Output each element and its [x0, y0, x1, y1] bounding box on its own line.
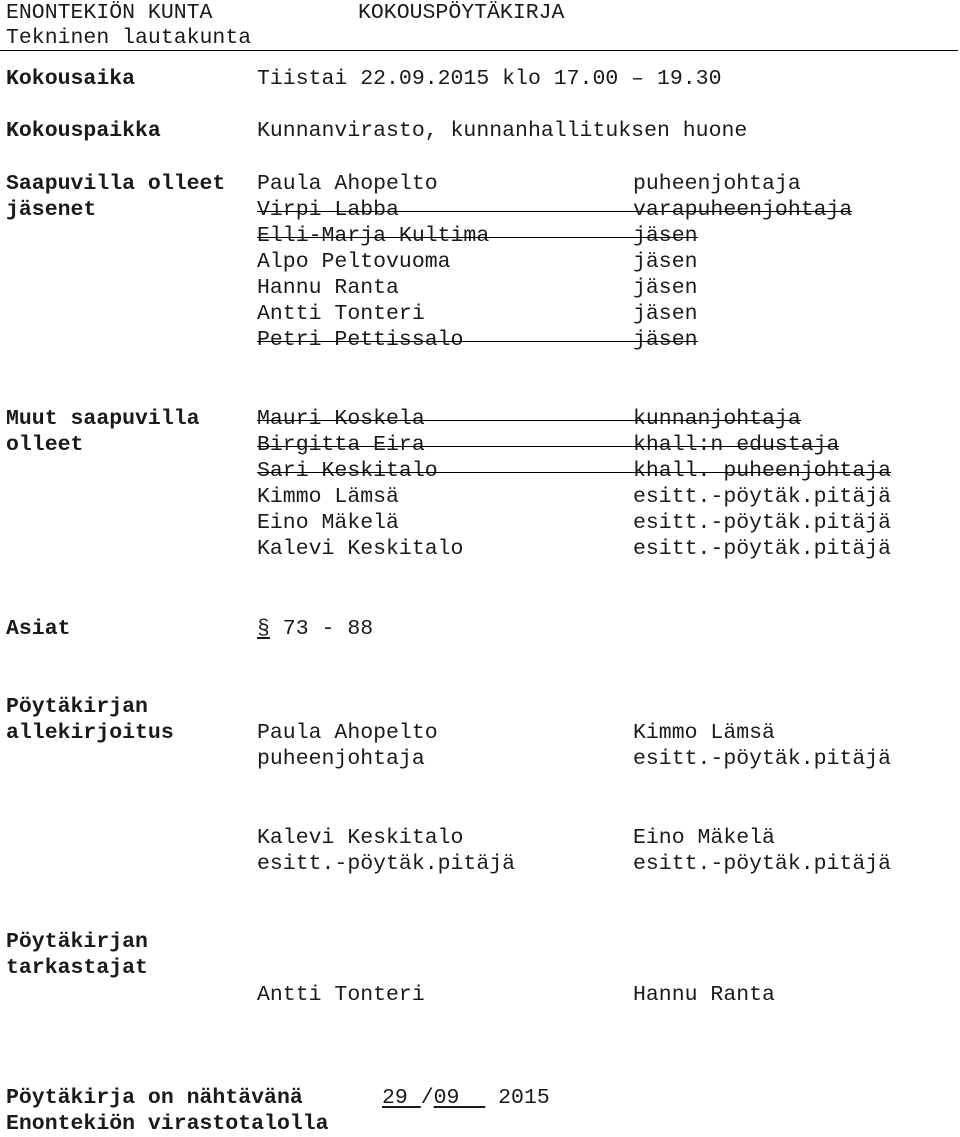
others-label-line1: Muut saapuvilla [6, 407, 200, 431]
attendee-name: Hannu Ranta [257, 276, 399, 300]
attendee-role: khall. puheenjohtaja [633, 459, 892, 483]
strikethrough-line [257, 472, 891, 473]
others-label-line2: olleet [6, 433, 84, 457]
attendee-role: esitt.-pöytäk.pitäjä [633, 485, 892, 509]
attendee-role: jäsen [633, 302, 698, 326]
strikethrough-line [257, 237, 698, 238]
attendee-role: esitt.-pöytäk.pitäjä [633, 511, 892, 535]
signatures-label-line1: Pöytäkirjan [6, 695, 148, 719]
attendee-name: Mauri Koskela [257, 407, 425, 431]
attendee-name: Eino Mäkelä [257, 511, 399, 535]
display-label-line2: Enontekiön virastotalolla [6, 1112, 329, 1136]
attendee-role: khall:n edustaja [633, 433, 840, 457]
signature-role: esitt.-pöytäk.pitäjä [633, 747, 892, 771]
attendee-name: Birgitta Eira [257, 433, 425, 457]
signature-name: Eino Mäkelä [633, 826, 775, 850]
signature-name: Kalevi Keskitalo [257, 826, 464, 850]
attendee-name: Elli-Marja Kultima [257, 224, 490, 248]
display-label-line1: Pöytäkirja on nähtävänä [6, 1086, 303, 1110]
attendee-name: Antti Tonteri [257, 302, 425, 326]
document-type: KOKOUSPÖYTÄKIRJA [358, 1, 565, 25]
attendee-role: puheenjohtaja [633, 172, 801, 196]
display-slash: / [420, 1086, 434, 1110]
attendee-role: esitt.-pöytäk.pitäjä [633, 537, 892, 561]
display-day: 29 [382, 1086, 421, 1110]
meeting-place-label: Kokouspaikka [6, 119, 161, 143]
matters-range [257, 616, 373, 642]
meeting-time-label: Kokousaika [6, 67, 136, 91]
attendee-name: Kimmo Lämsä [257, 485, 399, 509]
attendee-role: varapuheenjohtaja [633, 198, 853, 222]
strikethrough-line [257, 420, 801, 421]
matters-range-value: 73 - 88 [269, 617, 374, 641]
attendee-name: Paula Ahopelto [257, 172, 438, 196]
header-rule [0, 50, 958, 51]
members-label-line1: Saapuvilla olleet [6, 172, 226, 196]
attendee-role: kunnanjohtaja [633, 407, 801, 431]
section-symbol: § [257, 617, 270, 641]
attendee-name: Kalevi Keskitalo [257, 537, 464, 561]
reviewer-right: Hannu Ranta [633, 983, 775, 1007]
signature-role: esitt.-pöytäk.pitäjä [633, 852, 892, 876]
strikethrough-line [257, 341, 698, 342]
meeting-place-value: Kunnanvirasto, kunnanhallituksen huone [257, 119, 748, 143]
signatures-label-line2: allekirjoitus [6, 721, 174, 745]
attendee-name: Virpi Labba [257, 198, 399, 222]
signature-role: esitt.-pöytäk.pitäjä [257, 852, 516, 876]
meeting-time-value: Tiistai 22.09.2015 klo 17.00 – 19.30 [257, 67, 722, 91]
signature-name: Paula Ahopelto [257, 721, 438, 745]
display-year: 2015 [498, 1086, 550, 1110]
attendee-role: jäsen [633, 250, 698, 274]
reviewers-label-line2: tarkastajat [6, 956, 148, 980]
attendee-name: Sari Keskitalo [257, 459, 438, 483]
attendee-name: Petri Pettissalo [257, 328, 464, 352]
attendee-role: jäsen [633, 328, 698, 352]
attendee-name: Alpo Peltovuoma [257, 250, 451, 274]
reviewers-label-line1: Pöytäkirjan [6, 930, 148, 954]
strikethrough-line [257, 211, 852, 212]
reviewer-left: Antti Tonteri [257, 983, 425, 1007]
members-label-line2: jäsenet [6, 198, 97, 222]
committee-name: Tekninen lautakunta [6, 26, 252, 50]
attendee-role: jäsen [633, 276, 698, 300]
display-month: 09 [433, 1086, 486, 1110]
strikethrough-line [257, 446, 839, 447]
municipality-name: ENONTEKIÖN KUNTA [6, 1, 213, 25]
matters-label: Asiat [6, 617, 71, 641]
attendee-role: jäsen [633, 224, 698, 248]
signature-role: puheenjohtaja [257, 747, 425, 771]
display-date [382, 1085, 550, 1111]
signature-name: Kimmo Lämsä [633, 721, 775, 745]
